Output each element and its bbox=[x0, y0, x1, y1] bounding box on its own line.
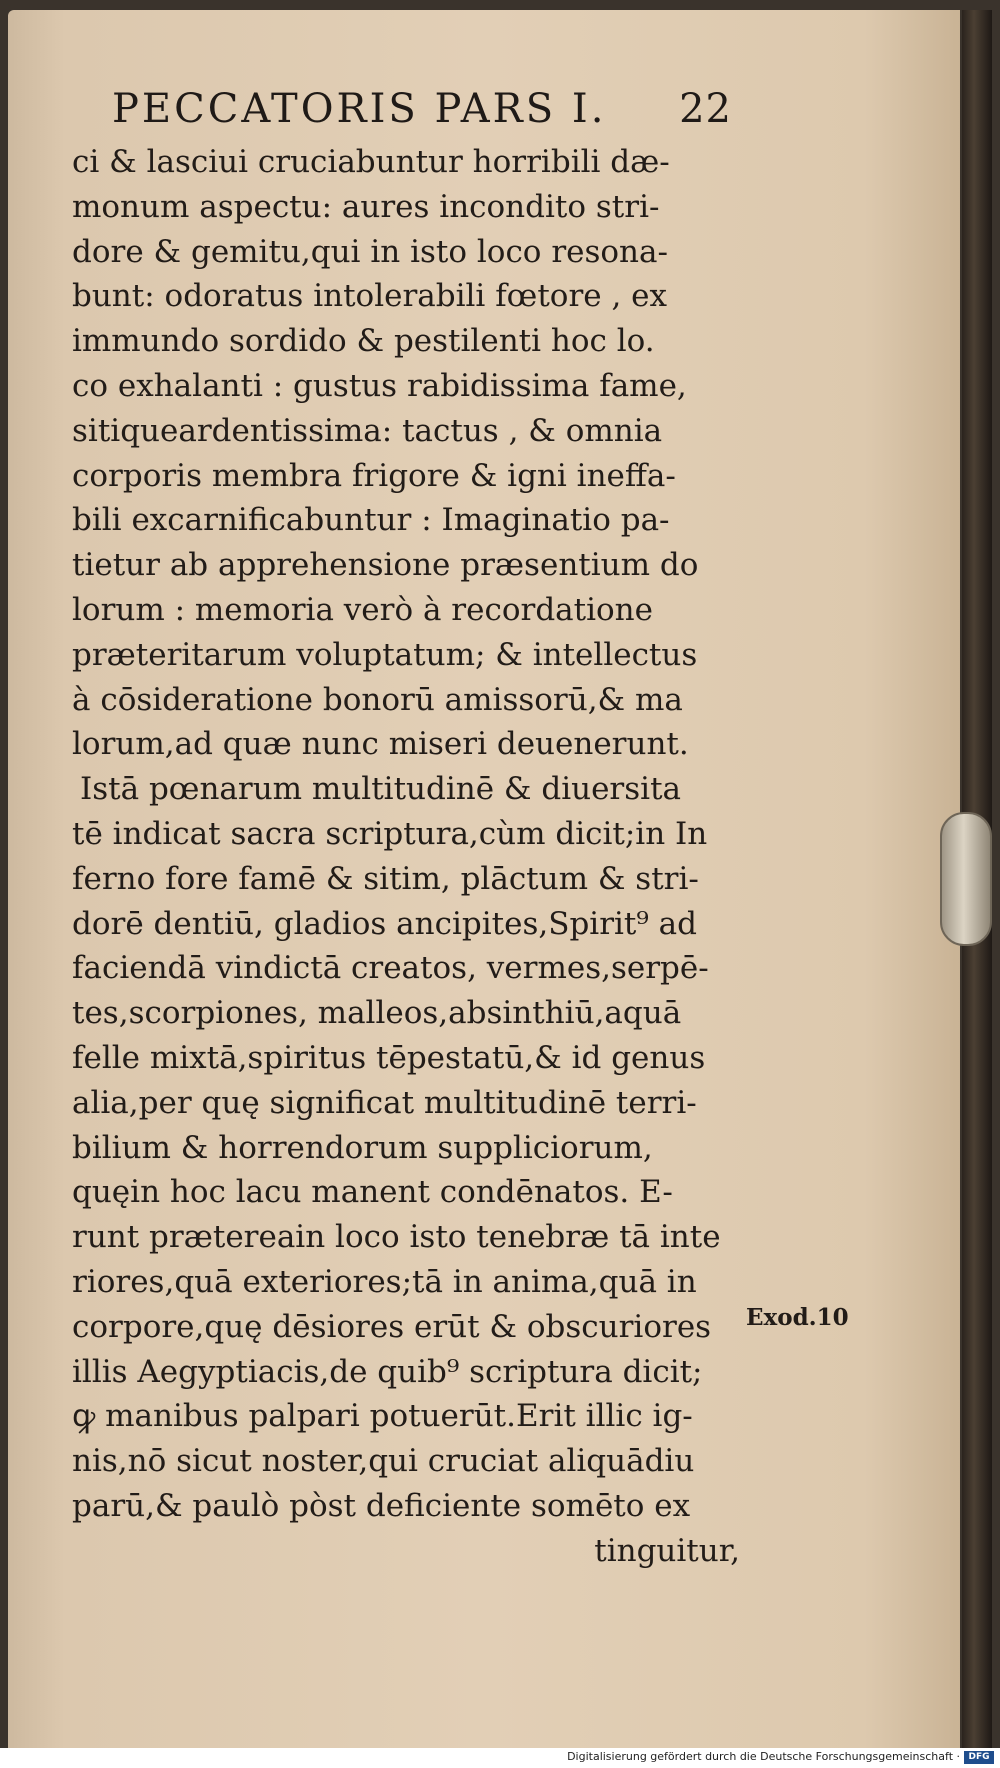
text-line: Istā pœnarum multitudinē & diuersita bbox=[80, 771, 682, 808]
text-line: monum aspectu: aures incondito stri- bbox=[72, 188, 660, 225]
text-line: ferno fore famē & sitim, plāctum & stri- bbox=[72, 860, 699, 897]
text-line: tē indicat sacra scriptura,cùm dicit;in In bbox=[72, 815, 708, 852]
text-line: bunt: odoratus intolerabili fœtore , ex bbox=[72, 278, 667, 315]
text-line: faciendā vindictā creatos, vermes,serpē- bbox=[72, 950, 709, 987]
body-text bbox=[72, 140, 740, 1574]
text-line: riores,quā exteriores;tā in anima,quā in bbox=[72, 1263, 697, 1300]
digitization-credit: Digitalisierung gefördert durch die Deutsche Forschungsgemeinschaft · bbox=[567, 1750, 960, 1763]
running-header bbox=[112, 86, 732, 142]
running-title: PECCATORIS PARS I. bbox=[112, 86, 607, 132]
text-line: illis Aegyptiacis,de quib⁹ scriptura dicit; bbox=[72, 1353, 703, 1390]
text-line: præteritarum voluptatum; & intellectus bbox=[72, 636, 698, 673]
footer bbox=[0, 1748, 1000, 1768]
marginal-note: Exod.10 bbox=[746, 1304, 849, 1331]
text-line: quęin hoc lacu manent condēnatos. E- bbox=[72, 1174, 673, 1211]
text-line: immundo sordido & pestilenti hoc lo. bbox=[72, 323, 655, 360]
book-clasp bbox=[940, 812, 992, 946]
text-line: alia,per quę significat multitudinē terri- bbox=[72, 1084, 697, 1121]
text-line: lorum,ad quæ nunc miseri deuenerunt. bbox=[72, 726, 689, 763]
text-line: runt prætereain loco isto tenebræ tā inte bbox=[72, 1219, 721, 1256]
text-line: ꝙ manibus palpari potuerūt.Erit illic ig- bbox=[72, 1398, 693, 1435]
text-line: sitiqueardentissima: tactus , & omnia bbox=[72, 412, 663, 449]
text-line: ci & lasciui cruciabuntur horribili dæ- bbox=[72, 144, 670, 180]
text-line: dore & gemitu,qui in isto loco resona- bbox=[72, 233, 668, 270]
text-line: tes,scorpiones, malleos,absinthiū,aquā bbox=[72, 995, 682, 1032]
text-line: co exhalanti : gustus rabidissima fame, bbox=[72, 367, 687, 404]
text-line: corporis membra frigore & igni ineffa- bbox=[72, 457, 676, 494]
text-line: bilium & horrendorum suppliciorum, bbox=[72, 1129, 653, 1166]
text-line: à cōsideratione bonorū amissorū,& ma bbox=[72, 681, 683, 718]
text-line: corpore,quę dēsiores erūt & obscuriores bbox=[72, 1308, 712, 1345]
text-line: bili excarnificabuntur : Imaginatio pa- bbox=[72, 502, 670, 539]
text-line: dorē dentiū, gladios ancipites,Spirit⁹ ad bbox=[72, 905, 697, 942]
page-number: 22 bbox=[679, 86, 732, 132]
text-line: tietur ab apprehensione præsentium do bbox=[72, 547, 699, 584]
text-line: parū,& paulò pòst deficiente somēto ex bbox=[72, 1487, 691, 1524]
text-line: lorum : memoria verò à recordatione bbox=[72, 591, 653, 628]
dfg-logo-icon: DFG bbox=[964, 1751, 994, 1764]
catchword-line: tinguitur, bbox=[594, 1532, 740, 1569]
text-line: felle mixtā,spiritus tēpestatū,& id genus bbox=[72, 1039, 706, 1076]
text-line: nis,nō sicut noster,qui cruciat aliquādiu bbox=[72, 1443, 695, 1480]
